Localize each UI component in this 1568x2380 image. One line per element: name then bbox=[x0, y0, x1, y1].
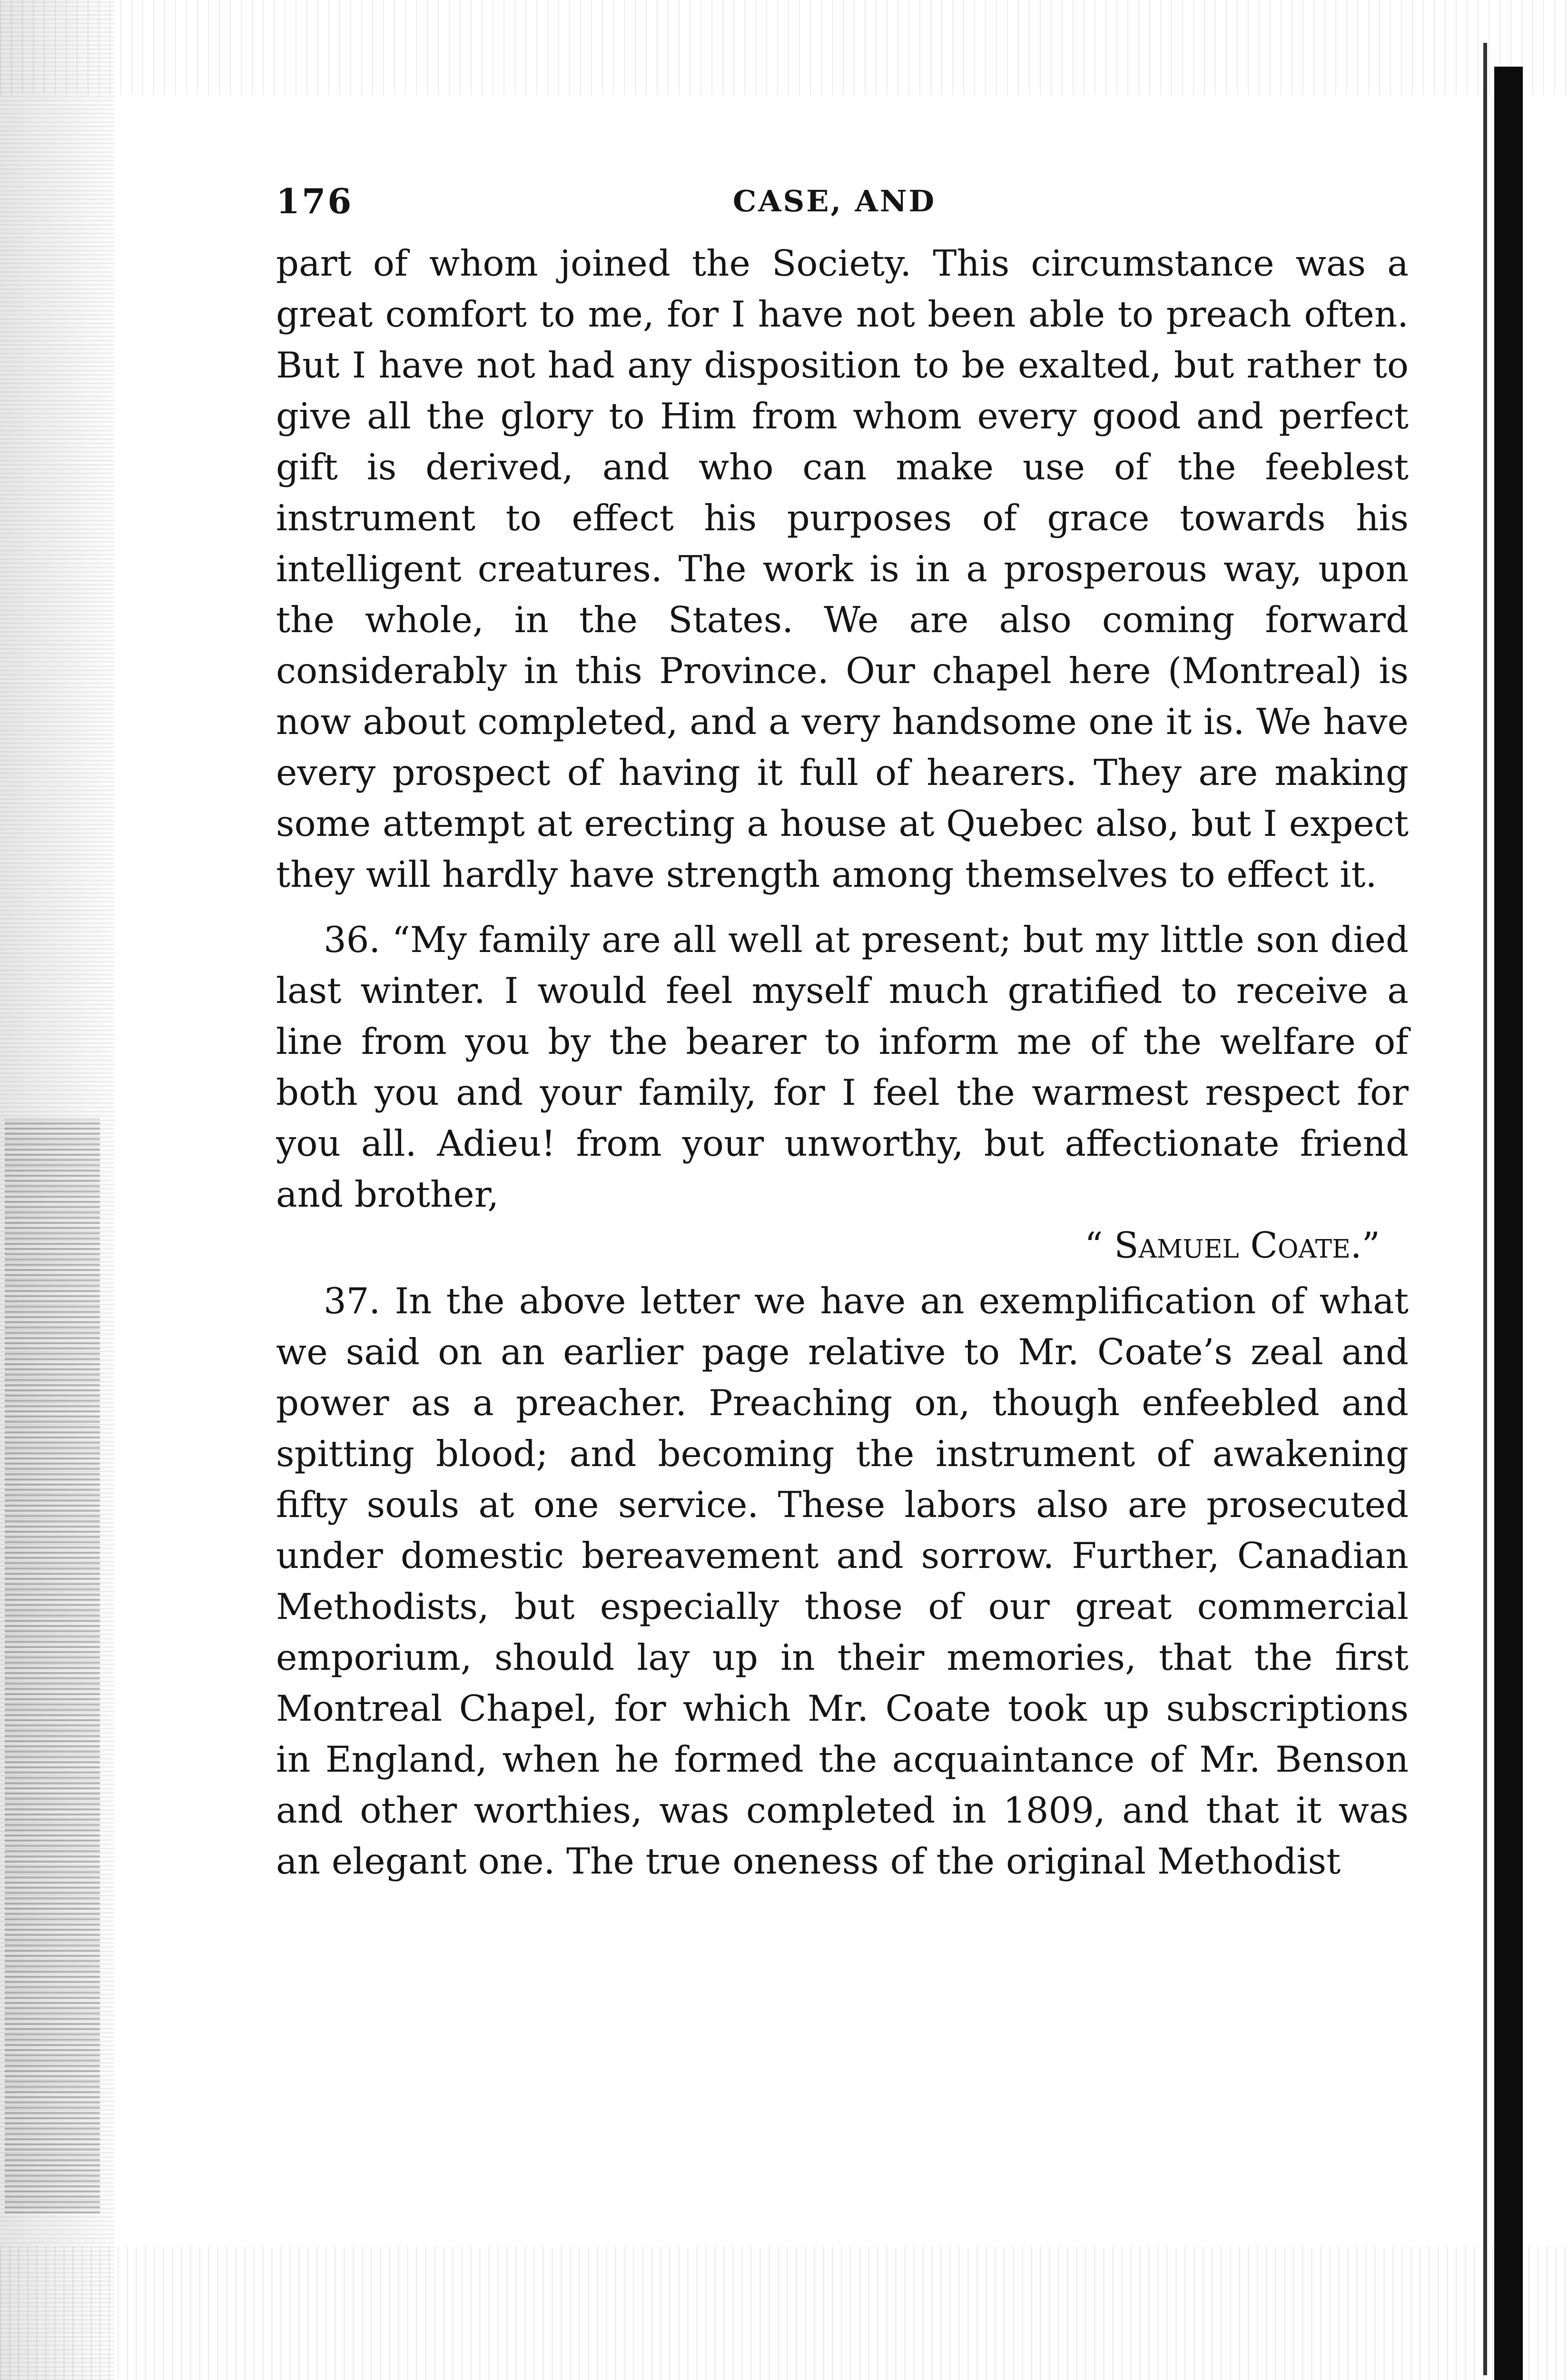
paragraph-36: 36. “My family are all well at present; but my little son died last winter. I would feel myself much gratified to receive a line from you by the bearer to inform me of the welfare of both you and your family, for I feel the warmest respect for you all. Adieu! from your unworthy, but affectionate friend and brother, bbox=[276, 919, 1409, 1215]
page-header bbox=[276, 181, 1409, 238]
scan-left-edge-dark bbox=[5, 1119, 100, 2213]
book-page bbox=[276, 181, 1409, 1887]
scan-top-noise bbox=[0, 0, 1568, 95]
running-title: CASE, AND bbox=[733, 184, 937, 218]
paragraph-continued: part of whom joined the Society. This circumstance was a great comfort to me, for I have not been able to preach often. But I have not had any disposition to be exalted, but rather to give all the glory to Him from whom every good and perfect gift is derived, and who can make use of the feeblest instrument to effect his purposes of grace towards his intelligent creatures. The work is in a prosperous way, upon the whole, in the States. We are also coming forward considerably in this Province. Our chapel here (Montreal) is now about completed, and a very handsome one it is. We have every prospect of having it full of hearers. They are making some attempt at erecting a house at Quebec also, but I expect they will hardly have strength among themselves to effect it. bbox=[276, 242, 1409, 895]
letter-signature: “ Samuel Coate.” bbox=[1085, 1224, 1380, 1266]
scan-bottom-noise bbox=[0, 2247, 1568, 2380]
paragraph-37: 37. In the above letter we have an exemplification of what we said on an earlier page relative to Mr. Coate’s zeal and power as a preacher. Preaching on, though enfeebled and spitting blood; and becoming the instrument of awakening fifty souls at one service. These labors also are prosecuted under domestic bereavement and sorrow. Further, Canadian Methodists, but especially those of our great commercial emporium, should lay up in their memories, that the first Montreal Chapel, for which Mr. Coate took up subscriptions in England, when he formed the acquaintance of Mr. Benson and other worthies, was completed in 1809, and that it was an elegant one. The true oneness of the original Methodist bbox=[276, 1280, 1409, 1882]
page-number: 176 bbox=[276, 181, 354, 221]
scan-right-line bbox=[1483, 43, 1487, 2375]
scan-right-bar bbox=[1494, 67, 1523, 2380]
